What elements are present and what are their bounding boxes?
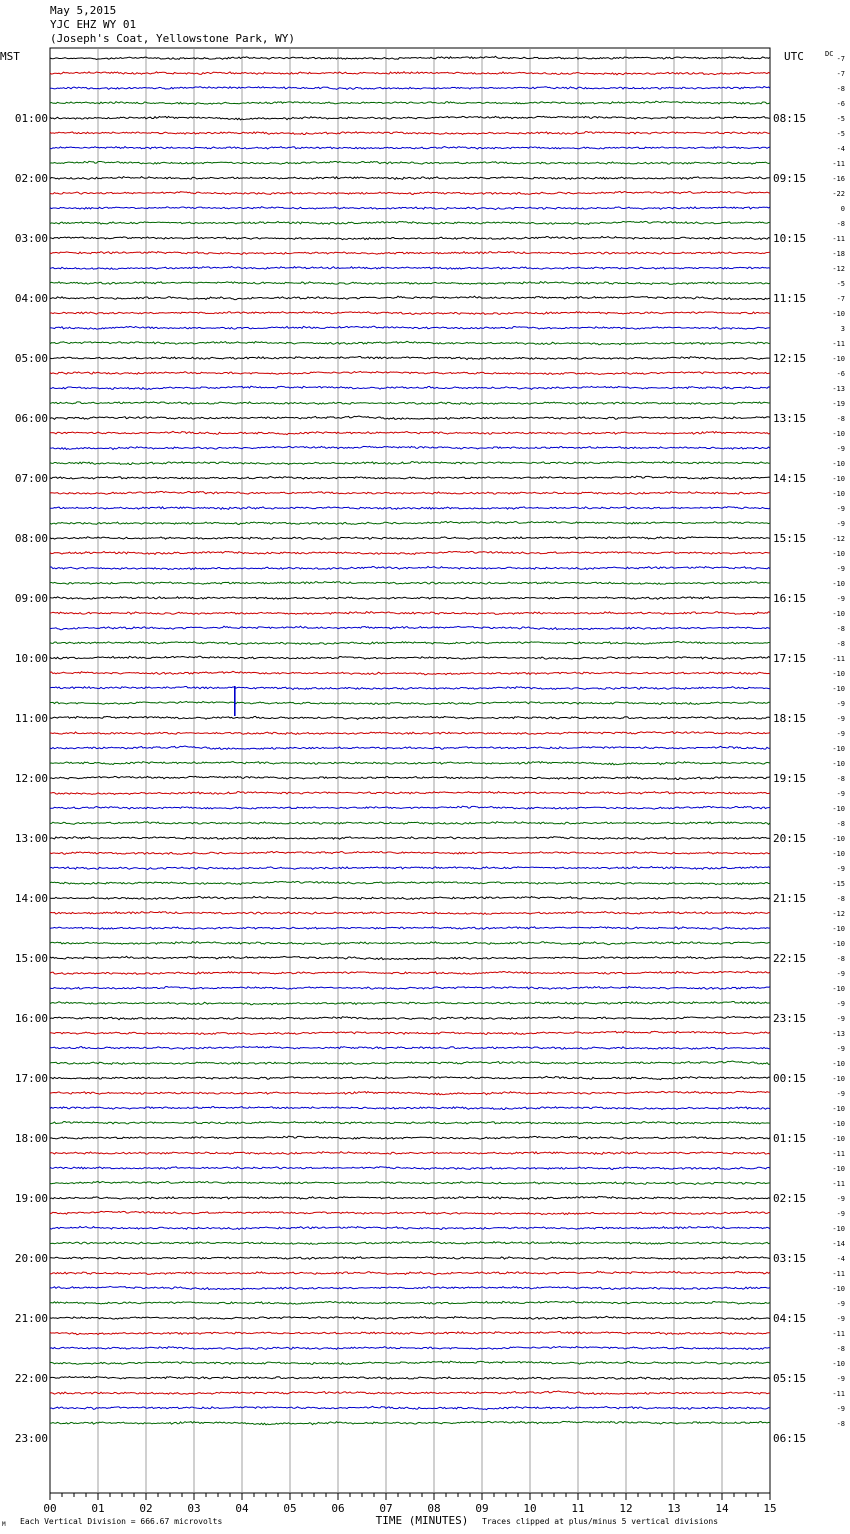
seismic-trace <box>50 266 770 269</box>
dc-offset-label: -6 <box>836 100 845 108</box>
dc-offset-label: -9 <box>836 1210 845 1218</box>
dc-offset-label: -9 <box>836 505 845 513</box>
dc-offset-label: -10 <box>832 1285 845 1293</box>
dc-offset-label: -10 <box>832 1105 845 1113</box>
dc-offset-label: -9 <box>836 715 845 723</box>
seismic-trace <box>50 207 770 210</box>
seismic-trace <box>50 72 770 75</box>
mst-hour-label: 18:00 <box>14 1132 48 1145</box>
utc-hour-label: 21:15 <box>773 892 807 905</box>
seismic-trace <box>50 1346 770 1349</box>
mst-hour-label: 23:00 <box>14 1432 48 1445</box>
seismic-trace <box>50 1391 770 1394</box>
dc-offset-label: -4 <box>836 145 845 153</box>
plot-date: May 5,2015 <box>50 4 117 17</box>
seismic-trace <box>50 1016 770 1019</box>
mst-hour-label: 04:00 <box>14 292 48 305</box>
seismic-trace <box>50 1226 770 1229</box>
dc-offset-label: 3 <box>840 325 845 333</box>
dc-offset-label: -10 <box>832 460 845 468</box>
seismic-trace <box>50 296 770 300</box>
corner-mark: M <box>2 1521 6 1528</box>
dc-offset-label: -10 <box>832 850 845 858</box>
dc-offset-label: -9 <box>836 790 845 798</box>
dc-offset-label: -7 <box>836 295 845 303</box>
dc-offset-label: -22 <box>832 190 845 198</box>
dc-offset-label: -8 <box>836 85 845 93</box>
utc-hour-label: 13:15 <box>773 412 807 425</box>
seismic-trace <box>50 971 770 974</box>
seismic-trace <box>50 1122 770 1124</box>
seismic-trace <box>50 746 770 749</box>
seismic-trace <box>50 431 770 434</box>
dc-offset-label: -10 <box>832 1360 845 1368</box>
seismic-trace <box>50 1091 770 1094</box>
seismic-trace <box>50 732 770 735</box>
mst-hour-label: 08:00 <box>14 532 48 545</box>
seismic-trace <box>50 837 770 840</box>
dc-offset-label: -10 <box>832 490 845 498</box>
dc-offset-label: -9 <box>836 595 845 603</box>
dc-offset-label: -9 <box>836 1300 845 1308</box>
dc-offset-label: -12 <box>832 265 845 273</box>
x-tick-label: 08 <box>427 1502 441 1515</box>
dc-offset-label: 0 <box>840 205 845 213</box>
mst-hour-label: 01:00 <box>14 112 48 125</box>
station-location: (Joseph's Coat, Yellowstone Park, WY) <box>50 32 296 45</box>
dc-offset-label: -14 <box>832 1240 845 1248</box>
dc-offset-label: -11 <box>832 1330 845 1338</box>
utc-hour-label: 11:15 <box>773 292 807 305</box>
dc-offset-label: -10 <box>832 1075 845 1083</box>
utc-hour-label: 16:15 <box>773 592 807 605</box>
dc-offset-label: -7 <box>836 70 845 78</box>
utc-hour-label: 00:15 <box>773 1072 807 1085</box>
seismic-trace <box>50 416 770 419</box>
seismic-trace <box>50 597 770 600</box>
seismic-trace <box>50 161 770 164</box>
seismic-trace <box>50 792 770 795</box>
left-timezone-label: MST <box>0 50 20 63</box>
dc-offset-label: -13 <box>832 385 845 393</box>
dc-offset-label: -8 <box>836 895 845 903</box>
x-tick-label: 15 <box>763 1502 777 1515</box>
dc-offset-label: -8 <box>836 955 845 963</box>
mst-hour-label: 13:00 <box>14 832 48 845</box>
dc-offset-label: -9 <box>836 865 845 873</box>
seismic-trace <box>50 132 770 135</box>
seismic-trace <box>50 1406 770 1409</box>
seismic-trace <box>50 1271 770 1275</box>
dc-offset-label: -5 <box>836 280 845 288</box>
x-tick-label: 01 <box>91 1502 105 1515</box>
utc-hour-label: 04:15 <box>773 1312 807 1325</box>
seismic-trace <box>50 86 770 89</box>
dc-offset-label: -4 <box>836 1255 845 1263</box>
seismic-trace <box>50 521 770 524</box>
dc-offset-label: -9 <box>836 700 845 708</box>
seismic-trace <box>50 101 770 104</box>
seismic-trace <box>50 1421 770 1424</box>
mst-hour-label: 06:00 <box>14 412 48 425</box>
seismic-trace <box>50 881 770 884</box>
seismic-trace <box>50 402 770 405</box>
dc-offset-label: -9 <box>836 730 845 738</box>
seismic-trace <box>50 642 770 645</box>
mst-hour-label: 03:00 <box>14 232 48 245</box>
utc-hour-label: 09:15 <box>773 172 807 185</box>
seismic-trace <box>50 896 770 899</box>
dc-offset-label: -11 <box>832 1390 845 1398</box>
dc-offset-label: -10 <box>832 805 845 813</box>
mst-hour-label: 17:00 <box>14 1072 48 1085</box>
dc-offset-label: -11 <box>832 1180 845 1188</box>
mst-hour-label: 14:00 <box>14 892 48 905</box>
seismic-trace <box>50 851 770 854</box>
utc-hour-label: 20:15 <box>773 832 807 845</box>
dc-offset-label: -8 <box>836 1345 845 1353</box>
dc-offset-label: -11 <box>832 340 845 348</box>
seismic-trace <box>50 56 770 59</box>
seismic-trace <box>50 656 770 659</box>
dc-offset-label: -8 <box>836 640 845 648</box>
seismic-trace <box>50 1181 770 1184</box>
seismic-trace <box>50 116 770 119</box>
seismic-trace <box>50 566 770 569</box>
dc-offset-label: -19 <box>832 400 845 408</box>
utc-hour-label: 15:15 <box>773 532 807 545</box>
dc-offset-label: -9 <box>836 1195 845 1203</box>
dc-offset-label: -9 <box>836 565 845 573</box>
seismic-trace <box>50 341 770 344</box>
dc-offset-label: -16 <box>832 175 845 183</box>
x-tick-label: 10 <box>523 1502 537 1515</box>
seismic-trace <box>50 776 770 779</box>
seismic-trace <box>50 1031 770 1034</box>
seismic-trace <box>50 1076 770 1079</box>
utc-hour-label: 02:15 <box>773 1192 807 1205</box>
seismic-trace <box>50 1257 770 1260</box>
seismic-trace <box>50 476 770 479</box>
seismic-trace <box>50 671 770 674</box>
dc-offset-label: -15 <box>832 880 845 888</box>
seismic-trace <box>50 251 770 254</box>
seismic-trace <box>50 1301 770 1304</box>
dc-offset-label: -10 <box>832 940 845 948</box>
seismic-trace <box>50 1211 770 1214</box>
dc-offset-label: -10 <box>832 580 845 588</box>
seismic-trace <box>50 911 770 914</box>
dc-offset-label: -9 <box>836 445 845 453</box>
seismic-trace <box>50 1167 770 1170</box>
seismic-trace <box>50 1241 770 1244</box>
seismic-trace <box>50 1332 770 1335</box>
right-timezone-label: UTC <box>784 50 804 63</box>
dc-offset-label: -10 <box>832 475 845 483</box>
x-tick-label: 09 <box>475 1502 489 1515</box>
dc-offset-label: -8 <box>836 220 845 228</box>
scale-note: Each Vertical Division = 666.67 microvolts <box>20 1517 223 1526</box>
dc-offset-label: -10 <box>832 835 845 843</box>
seismic-trace <box>50 986 770 989</box>
seismic-trace <box>50 927 770 930</box>
mst-hour-label: 12:00 <box>14 772 48 785</box>
seismic-trace <box>50 716 770 719</box>
seismic-trace <box>50 147 770 149</box>
minute-grid <box>50 48 770 1493</box>
seismic-trace <box>50 806 770 809</box>
dc-offset-label: -6 <box>836 370 845 378</box>
dc-offset-label: -8 <box>836 415 845 423</box>
utc-hour-label: 05:15 <box>773 1372 807 1385</box>
utc-hour-label: 08:15 <box>773 112 807 125</box>
dc-offset-label: -10 <box>832 1135 845 1143</box>
seismic-trace <box>50 282 770 285</box>
mst-hour-label: 09:00 <box>14 592 48 605</box>
x-tick-label: 11 <box>571 1502 585 1515</box>
seismic-trace <box>50 612 770 615</box>
seismic-trace <box>50 1286 770 1289</box>
dc-offset-label: -10 <box>832 430 845 438</box>
x-tick-label: 00 <box>43 1502 57 1515</box>
x-tick-label: 13 <box>667 1502 681 1515</box>
dc-offset-label: -9 <box>836 1090 845 1098</box>
seismic-trace <box>50 1136 770 1139</box>
mst-hour-label: 22:00 <box>14 1372 48 1385</box>
utc-hour-label: 18:15 <box>773 712 807 725</box>
dc-offset-label: -13 <box>832 1030 845 1038</box>
mst-hour-label: 16:00 <box>14 1012 48 1025</box>
mst-hour-label: 10:00 <box>14 652 48 665</box>
utc-hour-label: 10:15 <box>773 232 807 245</box>
dc-offset-label: -7 <box>836 55 845 63</box>
dc-offset-label: -9 <box>836 970 845 978</box>
dc-header-label: DC <box>825 50 834 58</box>
dc-offset-label: -11 <box>832 1270 845 1278</box>
seismic-trace <box>50 371 770 374</box>
dc-offset-label: -10 <box>832 310 845 318</box>
dc-offset-label: -10 <box>832 1120 845 1128</box>
mst-hour-label: 19:00 <box>14 1192 48 1205</box>
seismic-trace <box>50 1107 770 1110</box>
dc-offset-label: -12 <box>832 535 845 543</box>
dc-offset-label: -12 <box>832 910 845 918</box>
dc-offset-label: -10 <box>832 985 845 993</box>
utc-hour-label: 01:15 <box>773 1132 807 1145</box>
utc-hour-label: 23:15 <box>773 1012 807 1025</box>
mst-hour-label: 11:00 <box>14 712 48 725</box>
seismic-trace <box>50 942 770 945</box>
dc-offset-label: -9 <box>836 1015 845 1023</box>
dc-offset-label: -8 <box>836 775 845 783</box>
seismic-trace <box>50 701 770 704</box>
seismic-trace <box>50 462 770 465</box>
dc-offset-label: -9 <box>836 1315 845 1323</box>
x-tick-label: 03 <box>187 1502 201 1515</box>
seismic-trace <box>50 236 770 239</box>
dc-offset-label: -11 <box>832 235 845 243</box>
seismic-trace <box>50 1316 770 1319</box>
seismic-trace <box>50 687 770 690</box>
seismic-trace <box>50 357 770 360</box>
seismic-trace <box>50 507 770 510</box>
dc-offset-label: -10 <box>832 745 845 753</box>
dc-offset-label: -9 <box>836 1405 845 1413</box>
seismic-trace <box>50 582 770 585</box>
seismic-trace <box>50 551 770 554</box>
dc-offset-label: -10 <box>832 670 845 678</box>
mst-hour-label: 07:00 <box>14 472 48 485</box>
x-tick-label: 02 <box>139 1502 153 1515</box>
mst-hour-label: 15:00 <box>14 952 48 965</box>
dc-offset-label: -18 <box>832 250 845 258</box>
dc-offset-label: -5 <box>836 115 845 123</box>
dc-offset-label: -9 <box>836 1000 845 1008</box>
mst-hour-label: 05:00 <box>14 352 48 365</box>
dc-offset-label: -10 <box>832 1165 845 1173</box>
seismic-trace <box>50 386 770 389</box>
dc-offset-label: -9 <box>836 1045 845 1053</box>
seismic-trace <box>50 1046 770 1049</box>
dc-offset-label: -10 <box>832 1225 845 1233</box>
dc-offset-label: -11 <box>832 1150 845 1158</box>
trace-group <box>50 56 770 1425</box>
dc-offset-label: -8 <box>836 625 845 633</box>
utc-hour-label: 17:15 <box>773 652 807 665</box>
utc-hour-label: 12:15 <box>773 352 807 365</box>
dc-offset-label: -11 <box>832 160 845 168</box>
station-code: YJC EHZ WY 01 <box>50 18 137 31</box>
dc-offset-label: -10 <box>832 760 845 768</box>
seismic-trace <box>50 537 770 540</box>
dc-offset-label: -10 <box>832 355 845 363</box>
plot-frame <box>50 48 770 1493</box>
utc-hour-label: 03:15 <box>773 1252 807 1265</box>
dc-offset-label: -11 <box>832 655 845 663</box>
seismic-trace <box>50 312 770 315</box>
dc-offset-label: -10 <box>832 925 845 933</box>
seismic-trace <box>50 1196 770 1199</box>
seismic-trace <box>50 177 770 180</box>
seismic-trace <box>50 221 770 224</box>
dc-offset-label: -10 <box>832 685 845 693</box>
seismic-trace <box>50 956 770 959</box>
seismic-trace <box>50 626 770 630</box>
seismic-trace <box>50 762 770 765</box>
seismic-trace <box>50 446 770 449</box>
dc-offset-label: -9 <box>836 1375 845 1383</box>
dc-offset-label: -8 <box>836 820 845 828</box>
mst-hour-label: 02:00 <box>14 172 48 185</box>
time-axis <box>2 1493 777 1528</box>
x-tick-label: 04 <box>235 1502 249 1515</box>
utc-hour-label: 06:15 <box>773 1432 807 1445</box>
dc-offset-label: -10 <box>832 550 845 558</box>
seismic-trace <box>50 191 770 194</box>
seismic-trace <box>50 866 770 869</box>
seismic-trace <box>50 1061 770 1065</box>
dc-offset-label: -10 <box>832 1060 845 1068</box>
dc-offset-label: -5 <box>836 130 845 138</box>
seismic-trace <box>50 1002 770 1005</box>
x-tick-label: 05 <box>283 1502 297 1515</box>
mst-hour-label: 20:00 <box>14 1252 48 1265</box>
mst-hour-label: 21:00 <box>14 1312 48 1325</box>
x-tick-label: 07 <box>379 1502 393 1515</box>
seismic-trace <box>50 1376 770 1379</box>
x-tick-label: 12 <box>619 1502 633 1515</box>
seismic-trace <box>50 491 770 494</box>
utc-hour-label: 14:15 <box>773 472 807 485</box>
utc-hour-label: 19:15 <box>773 772 807 785</box>
dc-offset-label: -10 <box>832 610 845 618</box>
seismic-trace <box>50 822 770 825</box>
seismic-trace <box>50 1152 770 1155</box>
clip-note: Traces clipped at plus/minus 5 vertical divisions <box>482 1517 719 1526</box>
dc-offset-label: -8 <box>836 1420 845 1428</box>
seismic-trace <box>50 326 770 329</box>
utc-hour-label: 22:15 <box>773 952 807 965</box>
seismic-trace <box>50 1361 770 1364</box>
x-axis-title: TIME (MINUTES) <box>375 1514 469 1527</box>
x-tick-label: 06 <box>331 1502 345 1515</box>
x-tick-label: 14 <box>715 1502 729 1515</box>
dc-offset-label: -9 <box>836 520 845 528</box>
